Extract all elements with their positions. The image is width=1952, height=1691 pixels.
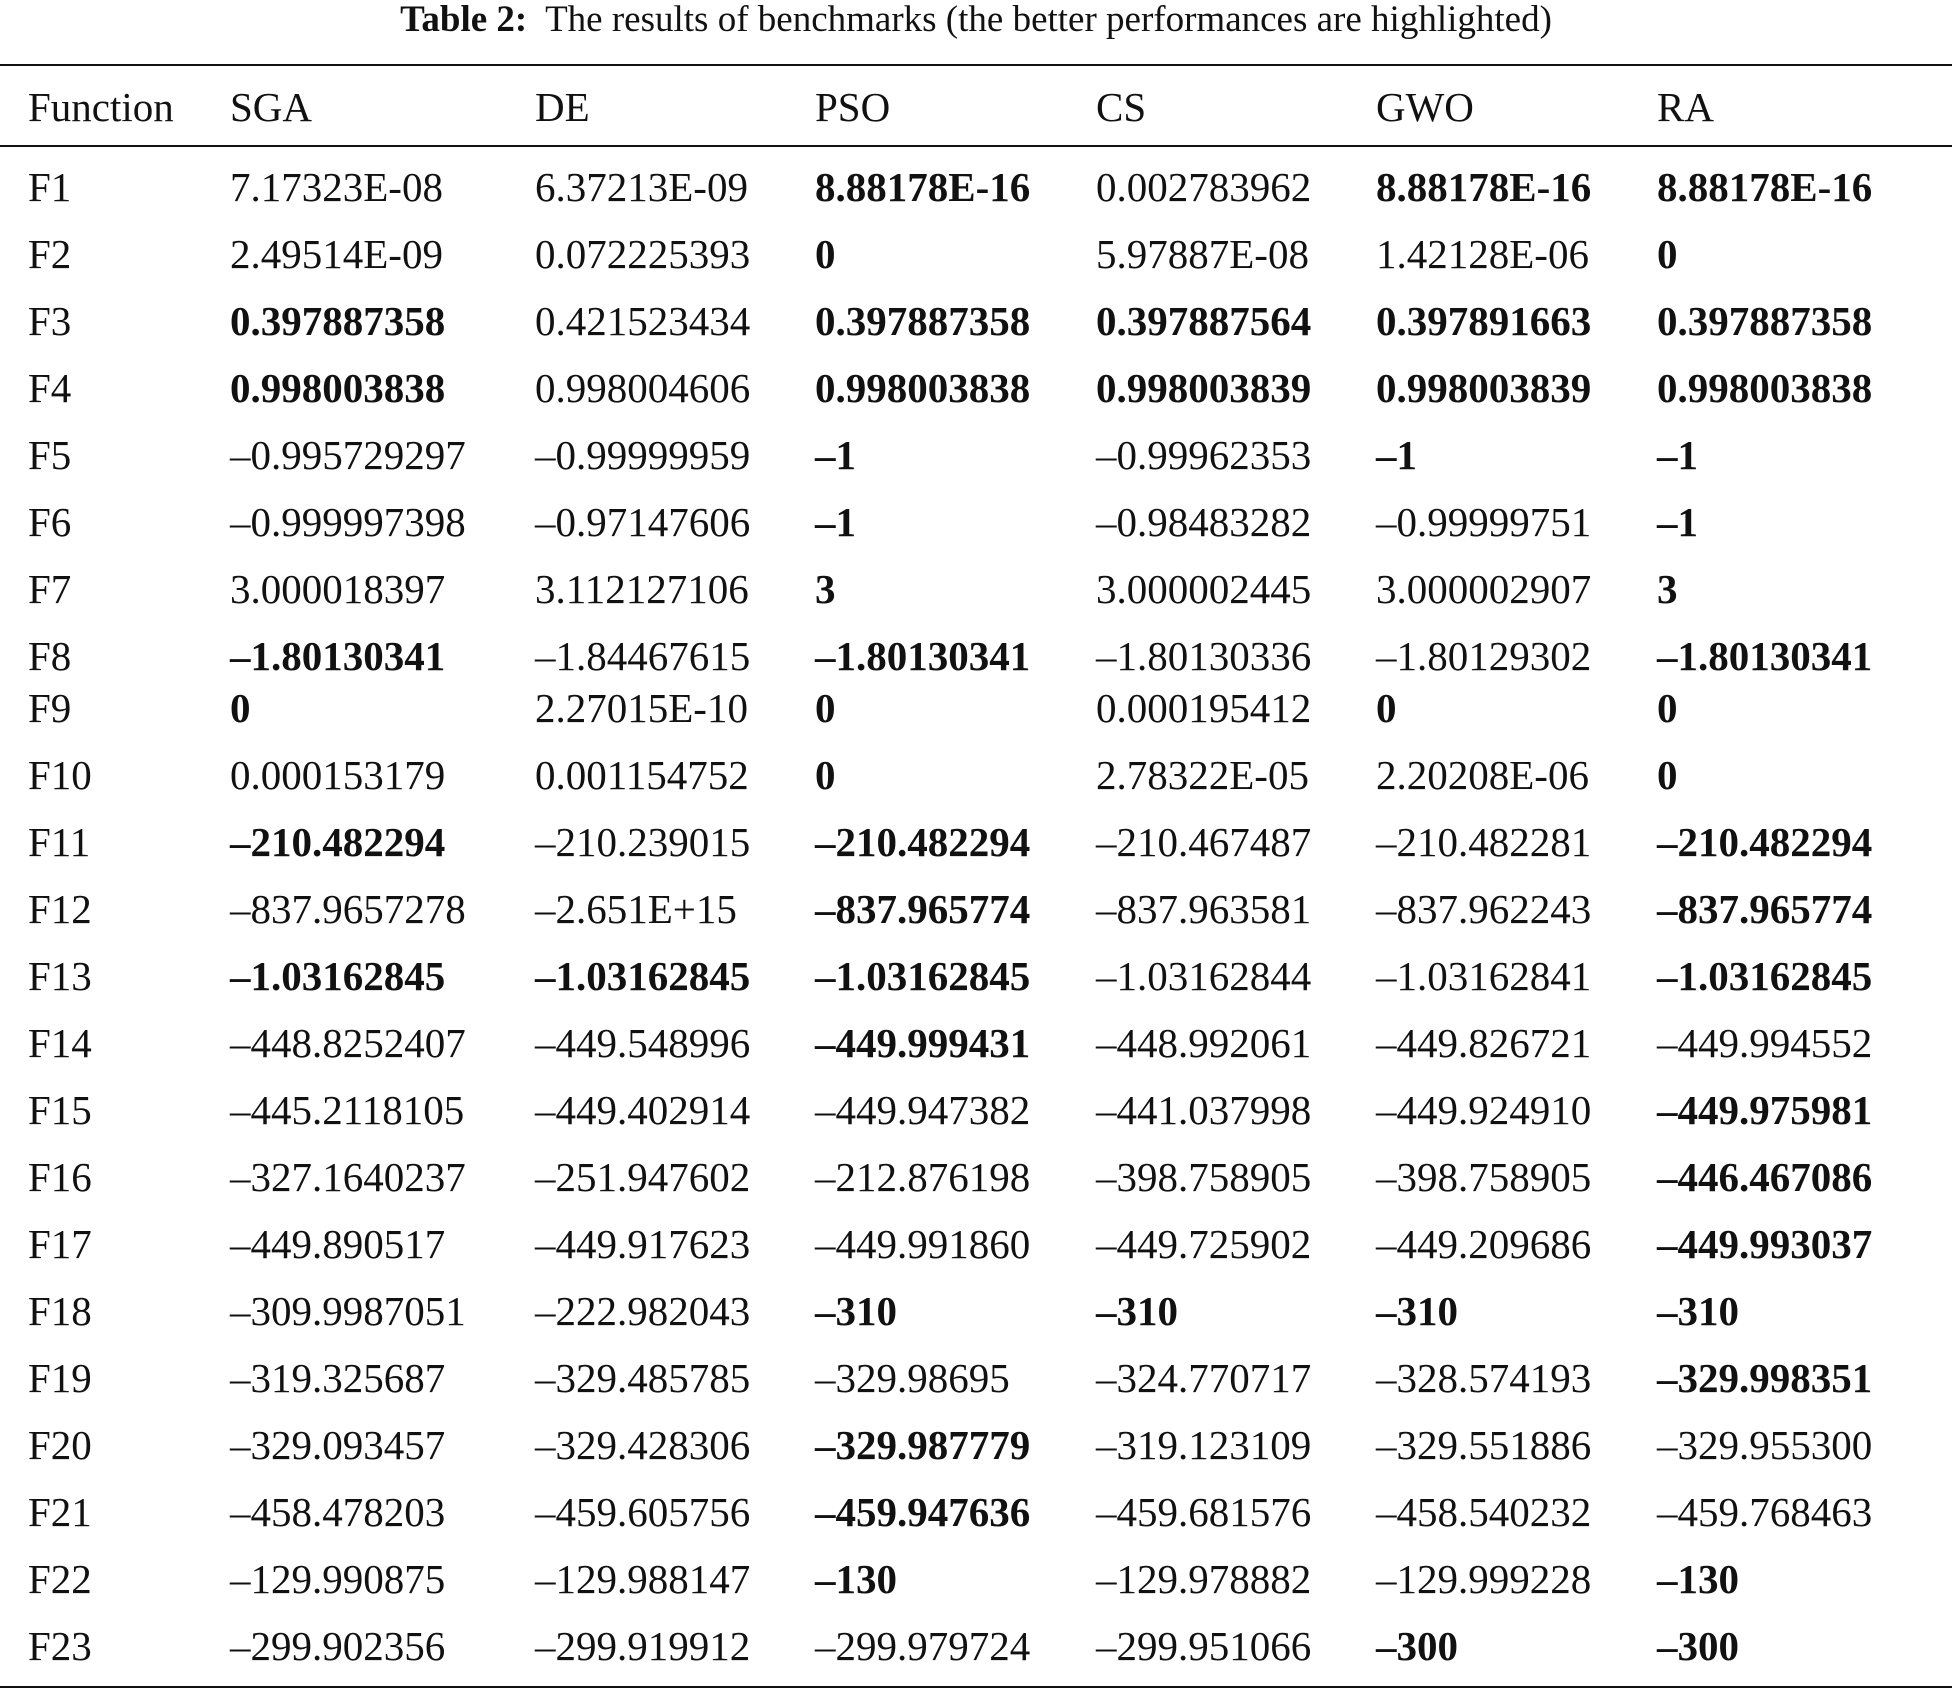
value-cell-pso: –130 [815, 1556, 897, 1602]
value-cell-gwo: –449.924910 [1376, 1087, 1592, 1133]
value-cell-cs: –449.725902 [1096, 1221, 1312, 1267]
table-header-rule [0, 145, 1952, 147]
value-cell-de: –449.548996 [535, 1020, 751, 1066]
column-header-gwo: GWO [1376, 84, 1474, 130]
value-cell-cs: 3.000002445 [1096, 566, 1312, 612]
value-cell-cs: –459.681576 [1096, 1489, 1312, 1535]
value-cell-gwo: –328.574193 [1376, 1355, 1592, 1401]
table-row [0, 1147, 1952, 1207]
value-cell-de: 2.27015E-10 [535, 685, 748, 731]
value-cell-sga: –837.9657278 [230, 886, 466, 932]
value-cell-gwo: –1.03162841 [1376, 953, 1592, 999]
function-name-cell: F18 [28, 1288, 92, 1334]
value-cell-de: –329.428306 [535, 1422, 751, 1468]
value-cell-sga: –329.093457 [230, 1422, 446, 1468]
value-cell-de: –251.947602 [535, 1154, 751, 1200]
value-cell-sga: 0.397887358 [230, 298, 446, 344]
value-cell-gwo: 0 [1376, 685, 1397, 731]
table-row [0, 358, 1952, 418]
value-cell-de: –2.651E+15 [535, 886, 737, 932]
value-cell-pso: –1 [815, 432, 856, 478]
value-cell-sga: –1.03162845 [230, 953, 446, 999]
value-cell-de: –1.84467615 [535, 633, 751, 679]
table-row [0, 1281, 1952, 1341]
function-name-cell: F15 [28, 1087, 92, 1133]
table-row [0, 1415, 1952, 1475]
function-name-cell: F22 [28, 1556, 92, 1602]
value-cell-de: 0.072225393 [535, 231, 751, 277]
table-top-rule [0, 64, 1952, 66]
value-cell-ra: –329.998351 [1657, 1355, 1873, 1401]
column-header-sga: SGA [230, 84, 313, 130]
value-cell-ra: –1.03162845 [1657, 953, 1873, 999]
value-cell-sga: –299.902356 [230, 1623, 446, 1669]
function-name-cell: F11 [28, 819, 91, 865]
value-cell-gwo: 0.998003839 [1376, 365, 1592, 411]
function-name-cell: F9 [28, 685, 72, 731]
function-name-cell: F8 [28, 633, 72, 679]
table-row [0, 946, 1952, 1006]
column-header-cs: CS [1096, 84, 1147, 130]
value-cell-de: 3.112127106 [535, 566, 749, 612]
value-cell-ra: 3 [1657, 566, 1678, 612]
table-caption [0, 0, 1952, 40]
value-cell-ra: –310 [1657, 1288, 1739, 1334]
value-cell-cs: –310 [1096, 1288, 1178, 1334]
value-cell-ra: –1.80130341 [1657, 633, 1873, 679]
function-name-cell: F23 [28, 1623, 92, 1669]
column-header-pso: PSO [815, 84, 891, 130]
value-cell-pso: 8.88178E-16 [815, 164, 1031, 210]
table-row [0, 678, 1952, 738]
value-cell-pso: –449.947382 [815, 1087, 1031, 1133]
value-cell-pso: –459.947636 [815, 1489, 1031, 1535]
value-cell-pso: –299.979724 [815, 1623, 1031, 1669]
value-cell-sga: –129.990875 [230, 1556, 446, 1602]
value-cell-de: –329.485785 [535, 1355, 751, 1401]
value-cell-cs: –319.123109 [1096, 1422, 1312, 1468]
value-cell-de: –0.97147606 [535, 499, 751, 545]
function-name-cell: F5 [28, 432, 72, 478]
value-cell-ra: –300 [1657, 1623, 1739, 1669]
table-row [0, 812, 1952, 872]
value-cell-sga: 2.49514E-09 [230, 231, 443, 277]
value-cell-gwo: –837.962243 [1376, 886, 1592, 932]
value-cell-ra: –837.965774 [1657, 886, 1873, 932]
table-row [0, 1616, 1952, 1676]
value-cell-cs: 2.78322E-05 [1096, 752, 1309, 798]
value-cell-pso: –329.98695 [815, 1355, 1010, 1401]
value-cell-cs: –299.951066 [1096, 1623, 1312, 1669]
value-cell-ra: –449.975981 [1657, 1087, 1873, 1133]
value-cell-cs: –837.963581 [1096, 886, 1312, 932]
value-cell-ra: –210.482294 [1657, 819, 1873, 865]
function-name-cell: F14 [28, 1020, 92, 1066]
function-name-cell: F1 [28, 164, 72, 210]
value-cell-gwo: –310 [1376, 1288, 1458, 1334]
value-cell-gwo: 3.000002907 [1376, 566, 1592, 612]
table-bottom-rule [0, 1686, 1952, 1688]
function-name-cell: F16 [28, 1154, 92, 1200]
table-row [0, 745, 1952, 805]
value-cell-sga: –309.9987051 [230, 1288, 466, 1334]
function-name-cell: F21 [28, 1489, 92, 1535]
function-name-cell: F3 [28, 298, 72, 344]
table-row [0, 224, 1952, 284]
value-cell-de: –1.03162845 [535, 953, 751, 999]
value-cell-ra: 0 [1657, 685, 1678, 731]
value-cell-pso: –329.987779 [815, 1422, 1031, 1468]
value-cell-gwo: –129.999228 [1376, 1556, 1592, 1602]
value-cell-ra: –1 [1657, 499, 1698, 545]
value-cell-cs: –210.467487 [1096, 819, 1312, 865]
value-cell-cs: –129.978882 [1096, 1556, 1312, 1602]
value-cell-gwo: –300 [1376, 1623, 1458, 1669]
value-cell-ra: –1 [1657, 432, 1698, 478]
value-cell-de: –299.919912 [535, 1623, 751, 1669]
table-row [0, 559, 1952, 619]
value-cell-pso: –1.80130341 [815, 633, 1031, 679]
function-name-cell: F2 [28, 231, 72, 277]
value-cell-pso: 0 [815, 231, 836, 277]
value-cell-sga: –449.890517 [230, 1221, 446, 1267]
value-cell-pso: 0 [815, 685, 836, 731]
value-cell-sga: –445.2118105 [230, 1087, 465, 1133]
value-cell-de: –129.988147 [535, 1556, 751, 1602]
value-cell-ra: –446.467086 [1657, 1154, 1873, 1200]
value-cell-gwo: –449.826721 [1376, 1020, 1592, 1066]
value-cell-pso: –1.03162845 [815, 953, 1031, 999]
value-cell-gwo: –1 [1376, 432, 1417, 478]
value-cell-de: 0.421523434 [535, 298, 751, 344]
table-row [0, 425, 1952, 485]
value-cell-pso: 3 [815, 566, 836, 612]
value-cell-gwo: 8.88178E-16 [1376, 164, 1592, 210]
value-cell-cs: 0.397887564 [1096, 298, 1312, 344]
column-header-ra: RA [1657, 84, 1714, 130]
value-cell-cs: –324.770717 [1096, 1355, 1312, 1401]
value-cell-de: 6.37213E-09 [535, 164, 748, 210]
value-cell-pso: –212.876198 [815, 1154, 1031, 1200]
value-cell-pso: –837.965774 [815, 886, 1031, 932]
table-row [0, 1482, 1952, 1542]
function-name-cell: F12 [28, 886, 92, 932]
value-cell-cs: 0.002783962 [1096, 164, 1312, 210]
value-cell-cs: –448.992061 [1096, 1020, 1312, 1066]
value-cell-pso: –1 [815, 499, 856, 545]
value-cell-de: –0.99999959 [535, 432, 751, 478]
table-row [0, 157, 1952, 217]
table-row [0, 291, 1952, 351]
value-cell-gwo: –1.80129302 [1376, 633, 1592, 679]
value-cell-ra: 0.397887358 [1657, 298, 1873, 344]
value-cell-sga: –448.8252407 [230, 1020, 466, 1066]
value-cell-pso: 0 [815, 752, 836, 798]
value-cell-sga: 0 [230, 685, 251, 731]
value-cell-gwo: 2.20208E-06 [1376, 752, 1589, 798]
value-cell-gwo: –0.99999751 [1376, 499, 1592, 545]
value-cell-sga: 7.17323E-08 [230, 164, 443, 210]
value-cell-gwo: –210.482281 [1376, 819, 1592, 865]
function-name-cell: F4 [28, 365, 72, 411]
value-cell-cs: 5.97887E-08 [1096, 231, 1309, 277]
value-cell-ra: 8.88178E-16 [1657, 164, 1873, 210]
value-cell-de: –449.402914 [535, 1087, 751, 1133]
value-cell-pso: 0.397887358 [815, 298, 1031, 344]
function-name-cell: F13 [28, 953, 92, 999]
value-cell-cs: 0.000195412 [1096, 685, 1312, 731]
value-cell-sga: –327.1640237 [230, 1154, 466, 1200]
value-cell-pso: –449.999431 [815, 1020, 1031, 1066]
value-cell-sga: –210.482294 [230, 819, 446, 865]
value-cell-sga: 0.998003838 [230, 365, 446, 411]
value-cell-sga: 0.000153179 [230, 752, 446, 798]
value-cell-gwo: –458.540232 [1376, 1489, 1592, 1535]
value-cell-cs: –398.758905 [1096, 1154, 1312, 1200]
function-name-cell: F10 [28, 752, 92, 798]
value-cell-de: –210.239015 [535, 819, 751, 865]
value-cell-pso: 0.998003838 [815, 365, 1031, 411]
table-row [0, 1214, 1952, 1274]
table-caption-label: Table 2: [400, 0, 528, 40]
function-name-cell: F6 [28, 499, 72, 545]
value-cell-cs: –0.98483282 [1096, 499, 1312, 545]
function-name-cell: F19 [28, 1355, 92, 1401]
value-cell-ra: –449.994552 [1657, 1020, 1873, 1066]
value-cell-ra: 0 [1657, 752, 1678, 798]
table-row [0, 879, 1952, 939]
value-cell-de: 0.001154752 [535, 752, 749, 798]
value-cell-ra: –459.768463 [1657, 1489, 1873, 1535]
value-cell-sga: 3.000018397 [230, 566, 446, 612]
value-cell-cs: –0.99962353 [1096, 432, 1312, 478]
value-cell-gwo: 1.42128E-06 [1376, 231, 1589, 277]
function-name-cell: F7 [28, 566, 72, 612]
value-cell-gwo: –329.551886 [1376, 1422, 1592, 1468]
value-cell-de: –459.605756 [535, 1489, 751, 1535]
table-row [0, 1348, 1952, 1408]
column-header-function: Function [28, 84, 174, 130]
value-cell-cs: 0.998003839 [1096, 365, 1312, 411]
value-cell-pso: –210.482294 [815, 819, 1031, 865]
table-caption-text: The results of benchmarks (the better performances are highlighted) [545, 0, 1552, 40]
value-cell-pso: –310 [815, 1288, 897, 1334]
value-cell-sga: –319.325687 [230, 1355, 446, 1401]
value-cell-de: –449.917623 [535, 1221, 751, 1267]
value-cell-cs: –1.03162844 [1096, 953, 1312, 999]
value-cell-ra: –329.955300 [1657, 1422, 1873, 1468]
value-cell-gwo: –449.209686 [1376, 1221, 1592, 1267]
value-cell-ra: 0 [1657, 231, 1678, 277]
function-name-cell: F20 [28, 1422, 92, 1468]
value-cell-gwo: 0.397891663 [1376, 298, 1592, 344]
value-cell-cs: –1.80130336 [1096, 633, 1312, 679]
value-cell-pso: –449.991860 [815, 1221, 1031, 1267]
value-cell-sga: –458.478203 [230, 1489, 446, 1535]
value-cell-sga: –0.995729297 [230, 432, 466, 478]
table-row [0, 1080, 1952, 1140]
value-cell-de: 0.998004606 [535, 365, 751, 411]
table-header-row [0, 77, 1952, 137]
column-header-de: DE [535, 84, 590, 130]
table-row [0, 1549, 1952, 1609]
value-cell-ra: 0.998003838 [1657, 365, 1873, 411]
function-name-cell: F17 [28, 1221, 92, 1267]
value-cell-sga: –0.999997398 [230, 499, 466, 545]
value-cell-sga: –1.80130341 [230, 633, 446, 679]
table-row [0, 1013, 1952, 1073]
value-cell-gwo: –398.758905 [1376, 1154, 1592, 1200]
table-row [0, 492, 1952, 552]
value-cell-ra: –449.993037 [1657, 1221, 1873, 1267]
value-cell-ra: –130 [1657, 1556, 1739, 1602]
value-cell-cs: –441.037998 [1096, 1087, 1312, 1133]
table-row [0, 626, 1952, 686]
value-cell-de: –222.982043 [535, 1288, 751, 1334]
